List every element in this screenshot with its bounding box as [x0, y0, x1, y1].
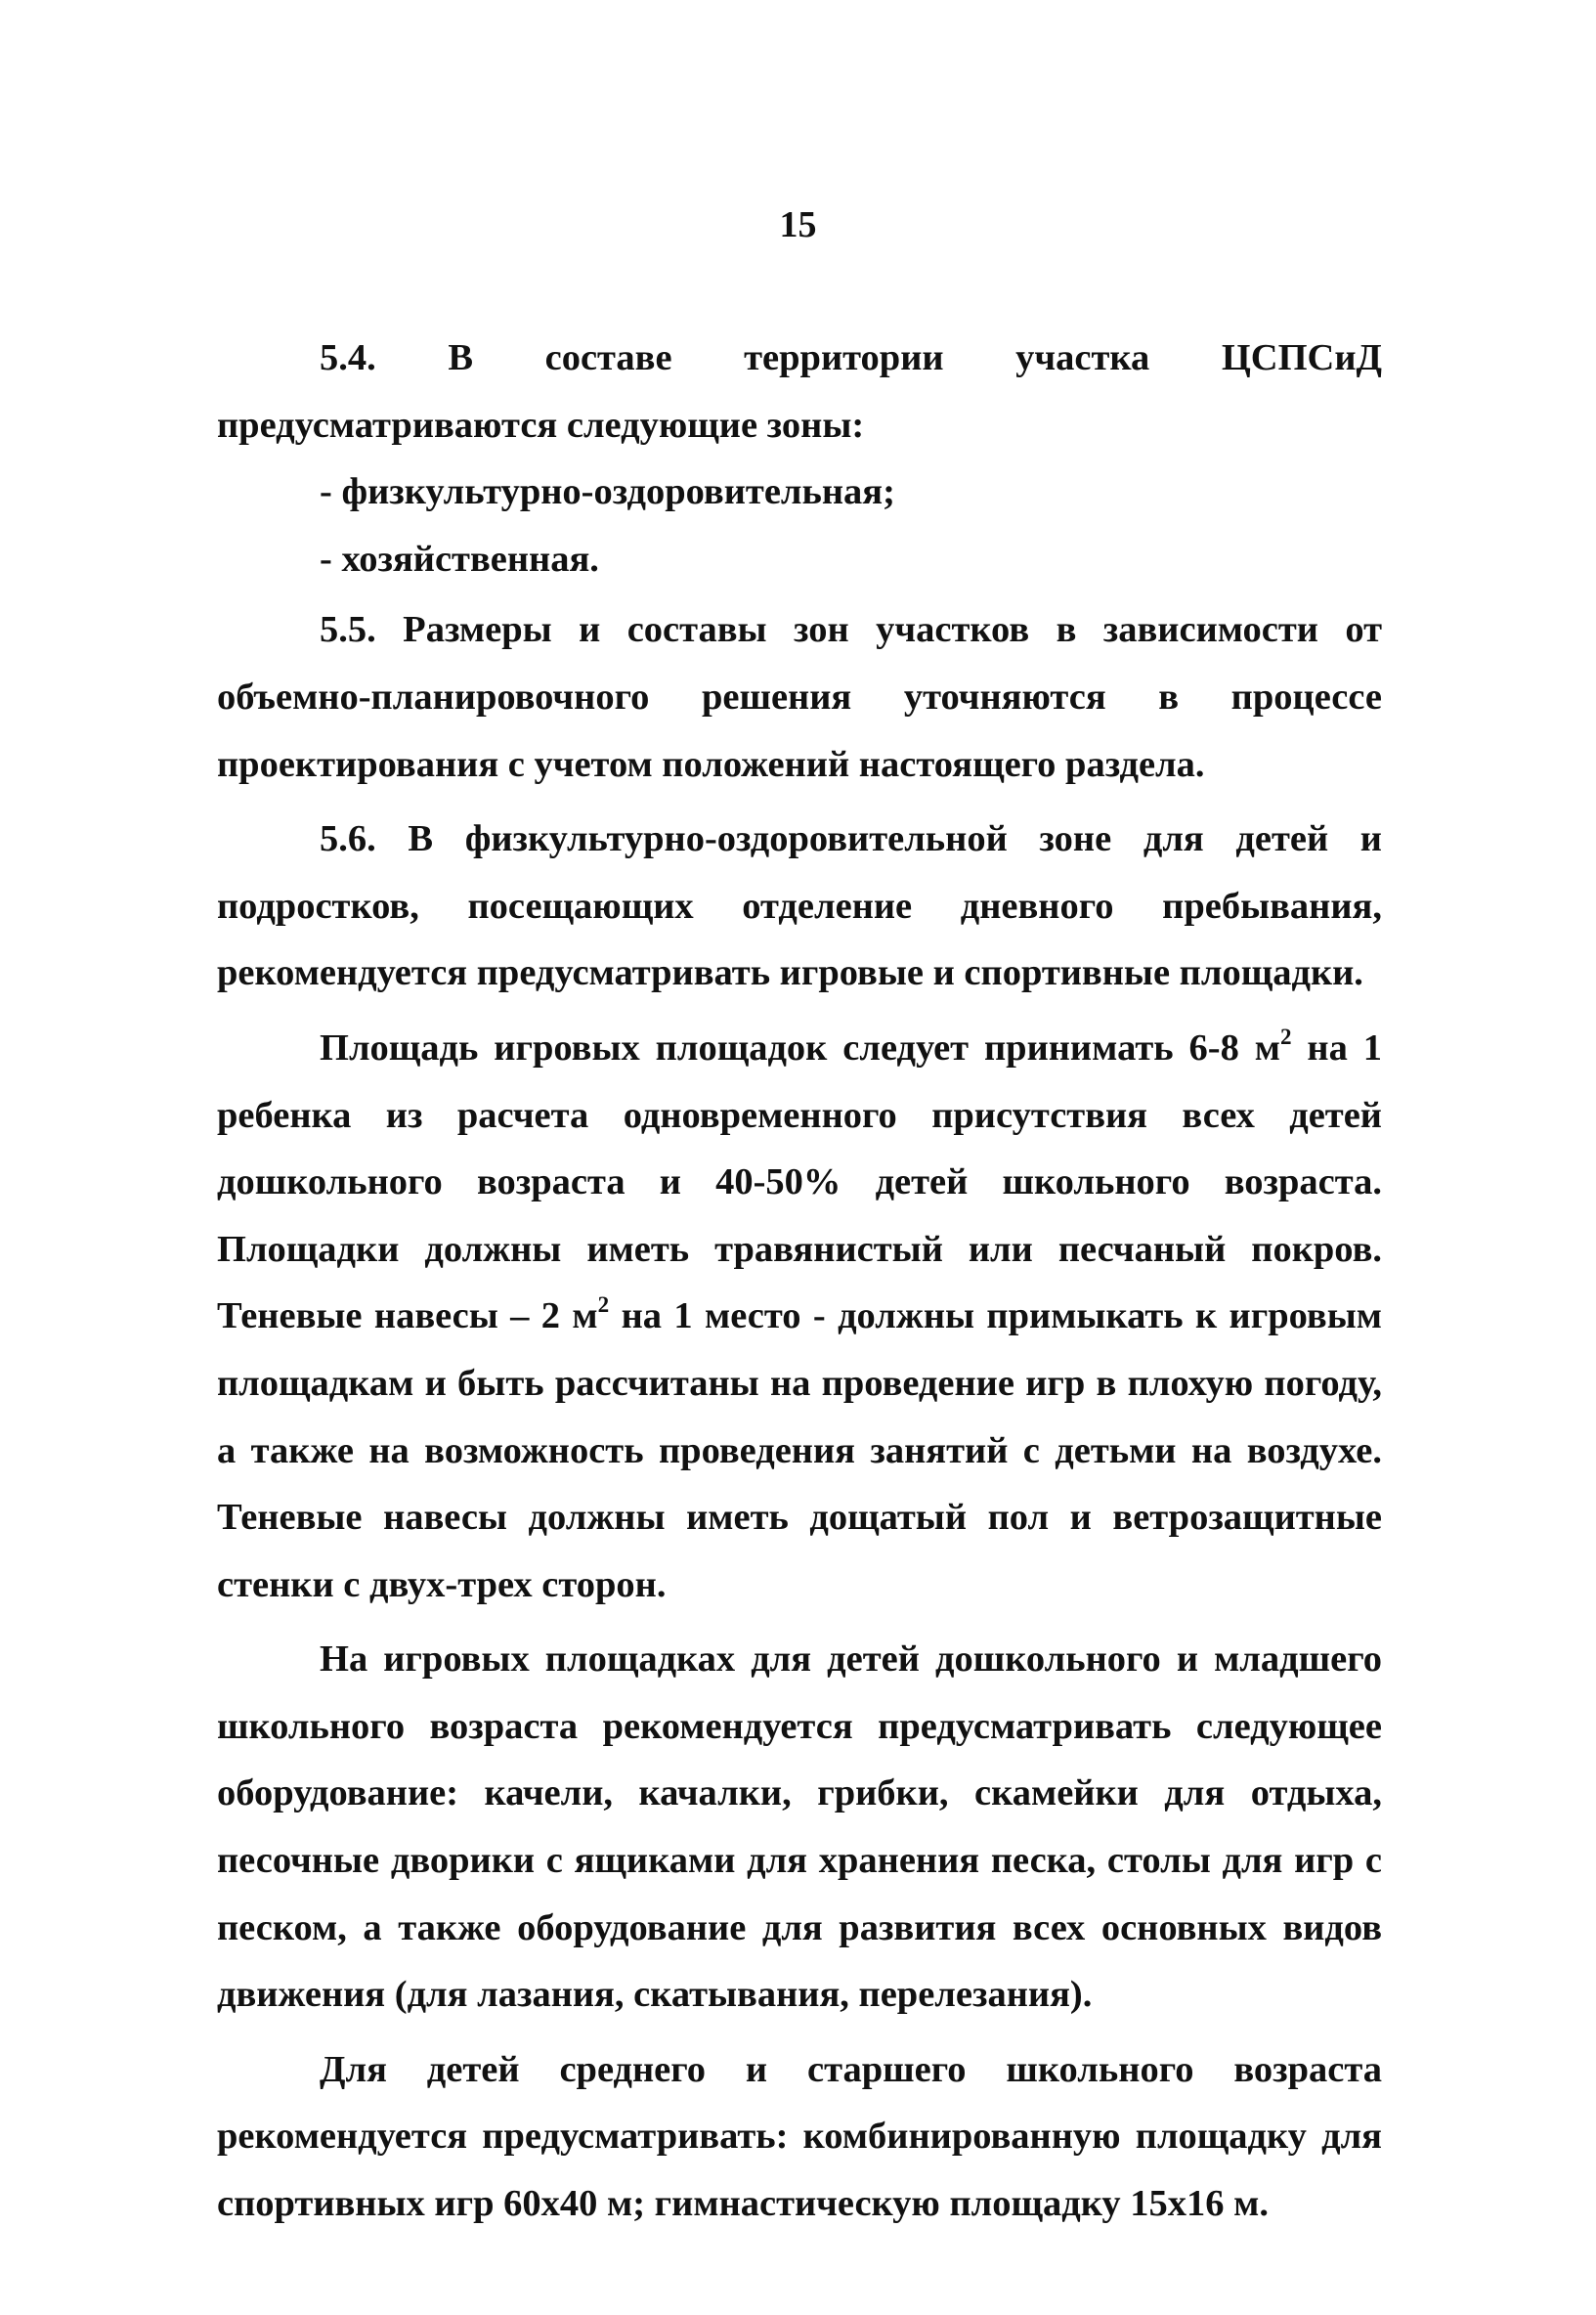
- paragraph-equipment: На игровых площадках для детей дошкольного и младшего школьного возраста рекомендуется предусматривать следующее оборудование: качели, качалки, грибки, скамейки для отдыха, песочные дворики с ящиками для хранения песка, столы для игр с песком, а также оборудование для развития всех основных видов движения (для лазания, скатывания, перелезания).: [217, 1638, 1382, 2016]
- document-body: [217, 325, 1382, 2238]
- area-text-1: Площадь игровых площадок следует принимать 6-8 м: [320, 1026, 1280, 1069]
- paragraph-5-4: 5.4. В составе территории участка ЦСПСиД предусматриваются следующие зоны:: [217, 337, 1382, 446]
- area-superscript-2: 2: [597, 1291, 610, 1318]
- paragraph-older-children: Для детей среднего и старшего школьного возраста рекомендуется предусматривать: комбинированную площадку для спортивных игр 60х40 м; гимнастическую площадку 15х16 м.: [217, 2048, 1382, 2225]
- area-text-3: на 1 место - должны примыкать к игровым площадкам и быть рассчитаны на проведение игр в плохую погоду, а также на возможность проведения занятий с детьми на воздухе. Теневые навесы должны иметь дощатый пол и ветрозащитные стенки с двух-трех сторон.: [217, 1295, 1382, 1605]
- page-number: 15: [779, 204, 817, 245]
- zone-item-sports: - физкультурно-оздоровительная;: [320, 471, 895, 513]
- area-superscript-1: 2: [1279, 1023, 1292, 1049]
- paragraph-5-6: 5.6. В физкультурно-оздоровительной зоне для детей и подростков, посещающих отделение дневного пребывания, рекомендуется предусматривать игровые и спортивные площадки.: [217, 818, 1382, 994]
- paragraph-5-5: 5.5. Размеры и составы зон участков в зависимости от объемно-планировочного решения уточняются в процессе проектирования с учетом положений настоящего раздела.: [217, 609, 1382, 785]
- paragraph-playground-area: [217, 1015, 1382, 1618]
- zone-item-economic: - хозяйственная.: [320, 538, 599, 580]
- area-text-2: на 1 ребенка из расчета одновременного присутствия всех детей дошкольного возраста и 40-50% детей школьного возраста. Площадки должны иметь травянистый или песчаный покров. Теневые навесы – 2 м: [217, 1026, 1383, 1337]
